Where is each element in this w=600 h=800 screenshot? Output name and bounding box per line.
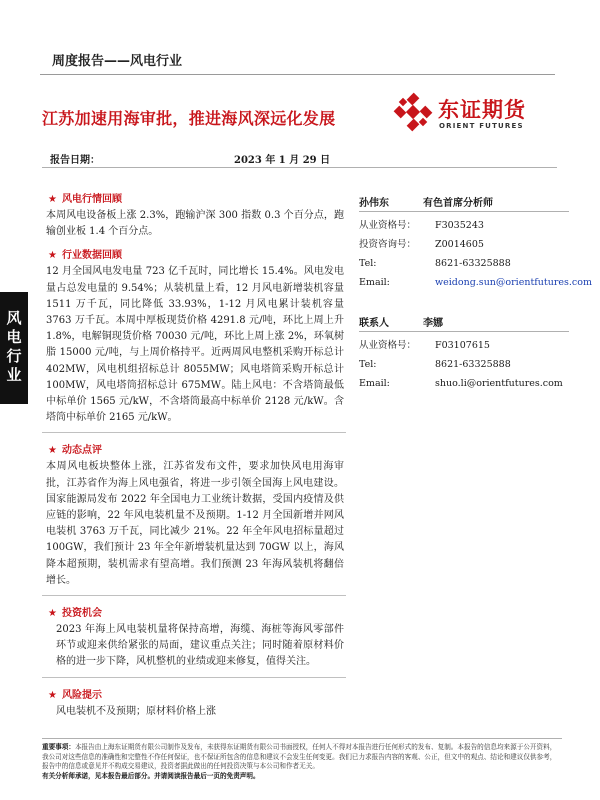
info-key: Email: (359, 277, 390, 288)
analyst-info-row (359, 216, 569, 235)
contact-info-row (359, 336, 569, 355)
star-icon: ★ (48, 689, 57, 701)
section-commentary (42, 441, 346, 589)
section-heading (42, 190, 346, 208)
analyst-info-row (359, 273, 592, 292)
analyst-info-row (359, 254, 569, 273)
section-title: 行业数据回顾 (62, 250, 122, 262)
info-value: Z0014605 (435, 239, 484, 250)
section-heading (42, 604, 346, 622)
logo-text-en: ORIENT FUTURES (439, 122, 524, 130)
logo-text-cn: 东证期货 (438, 98, 526, 122)
section-data-review (42, 246, 346, 426)
star-icon: ★ (48, 250, 57, 262)
analyst-panel (359, 190, 592, 411)
info-key: 从业资格号： (359, 340, 417, 351)
section-divider (42, 677, 346, 678)
report-date-label: 报告日期： (50, 155, 100, 166)
top-band (0, 0, 600, 40)
analyst-name: 孙伟东 (359, 198, 389, 209)
contact-name: 李娜 (423, 318, 443, 329)
disclaimer-footer: 有关分析师承诺，见本报告最后部分。并请阅读报告最后一页的免责声明。 (42, 771, 260, 780)
disclaimer-text: 本报告由上海东证期货有限公司制作及发布，未获得东证期货有限公司书面授权，任何人不得对本报告进行任何形式的发布、复制。本报告的信息均来源于公开资料，我公司对这些信息的准确性和完整性不作任何保证，也不保证所包含的信息和建议不会发生任何变更。我们已力求报告内容的客观、公正，但文中的观点、结论和建议仅供参考，报告中的信息或意见并不构成交易建议，投资者据此做出的任何投资决策与本公司和作者无关。 (42, 743, 557, 771)
contact-card (359, 310, 569, 393)
section-heading (42, 441, 346, 459)
section-title: 风电行情回顾 (62, 194, 122, 205)
star-icon: ★ (48, 445, 57, 457)
disclaimer-label: 重要事项： (42, 743, 75, 751)
email-link[interactable]: weidong.sun@orientfutures.com (435, 277, 592, 288)
report-headline: 江苏加速用海审批，推进海风深远化发展 (42, 109, 336, 128)
report-type: 周度报告——风电行业 (52, 54, 183, 69)
section-market-review (42, 190, 346, 240)
info-key: Tel: (359, 359, 377, 370)
contact-label: 联系人 (359, 318, 389, 329)
section-divider (42, 595, 346, 596)
contact-header (359, 310, 569, 332)
section-divider (42, 432, 346, 433)
industry-side-tab (0, 292, 28, 404)
section-body: 本周风电板块整体上涨，江苏省发布文件，要求加快风电用海审批，江苏省作为海上风电强省，将进一步引领全国海上风电建设。国家能源局发布 2022 年全国电力工业统计数据，受国内疫情及供应链的影响，22 年风电装机量不及预期。1-12 月全国新增并网风电装机 3763 万千瓦，同比减少 21%。22 年全年风电招标量超过 100GW，我们预计 23 年全年新增装机量达到 70GW 以上，海风降本超预期，装机需求有望高增。我们预测 23 年海风装机将翻倍增长。 (46, 461, 344, 586)
info-key: 从业资格号： (359, 220, 417, 231)
info-value: 8621-63325888 (435, 359, 511, 370)
side-tab-label: 风电行业 (4, 310, 23, 386)
section-body: 2023 年海上风电装机量将保持高增，海缆、海桩等海风零部件环节或迎来供给紧张的局面，建议重点关注；同时随着原材料价格的进一步下降，风机整机的业绩或迎来修复，值得关注。 (56, 624, 344, 668)
logo-mark-icon (393, 92, 433, 132)
analyst-info-row (359, 235, 569, 254)
report-date-row (42, 148, 557, 168)
main-content (42, 190, 346, 720)
info-key: Tel: (359, 258, 377, 269)
analyst-title: 有色首席分析师 (423, 198, 493, 209)
email-value[interactable]: shuo.li@orientfutures.com (435, 378, 563, 389)
analyst-header (359, 190, 569, 212)
report-date-value: 2023 年 1 月 29 日 (234, 155, 331, 166)
section-title: 动态点评 (62, 445, 102, 457)
section-body: 12 月全国风电发电量 723 亿千瓦时，同比增长 15.4%。风电发电量占总发电量的 9.54%；从装机量上看，12 月风电新增装机容量 1511 万千瓦，同比降低 33.93%，1-12 月风电累计装机容量 3763 万千瓦。本周中厚板现货价格 4291.8 元/吨，环比上周上升 1.8%，电解铜现货价格 70030 元/吨，环比上周上涨 2%，环氧树脂 15000 元/吨，与上周价格持平。近两周风电整机采购开标总计 402MW，风电机组招标总计 8055MW；风电塔筒采购开标总计 100MW，风电塔筒招标总计 675MW。陆上风电：不含塔筒最低中标单价 1565 元/kW，不含塔筒最高中标单价 2128 元/kW。含塔筒中标单价 2165 元/kW。 (46, 266, 344, 424)
disclaimer (42, 738, 562, 781)
company-logo (393, 92, 533, 138)
contact-info-row (359, 374, 569, 393)
section-body: 风电装机不及预期；原材料价格上涨 (56, 705, 216, 717)
info-value: F3035243 (435, 220, 484, 231)
section-body: 本周风电设备板上涨 2.3%，跑输沪深 300 指数 0.3 个百分点，跑输创业板 1.4 个百分点。 (46, 210, 344, 238)
star-icon: ★ (48, 194, 57, 205)
section-opportunities (42, 604, 346, 671)
info-value: 8621-63325888 (435, 258, 511, 269)
header-divider (40, 74, 555, 75)
section-heading (42, 246, 346, 264)
section-heading (42, 686, 346, 704)
info-value: F03107615 (435, 340, 490, 351)
analyst-card (359, 190, 592, 292)
section-risks (42, 686, 346, 720)
info-key: Email: (359, 378, 390, 389)
section-title: 风险提示 (62, 689, 102, 701)
section-title: 投资机会 (62, 608, 102, 620)
contact-info-row (359, 355, 569, 374)
info-key: 投资咨询号： (359, 239, 417, 250)
star-icon: ★ (48, 608, 57, 620)
